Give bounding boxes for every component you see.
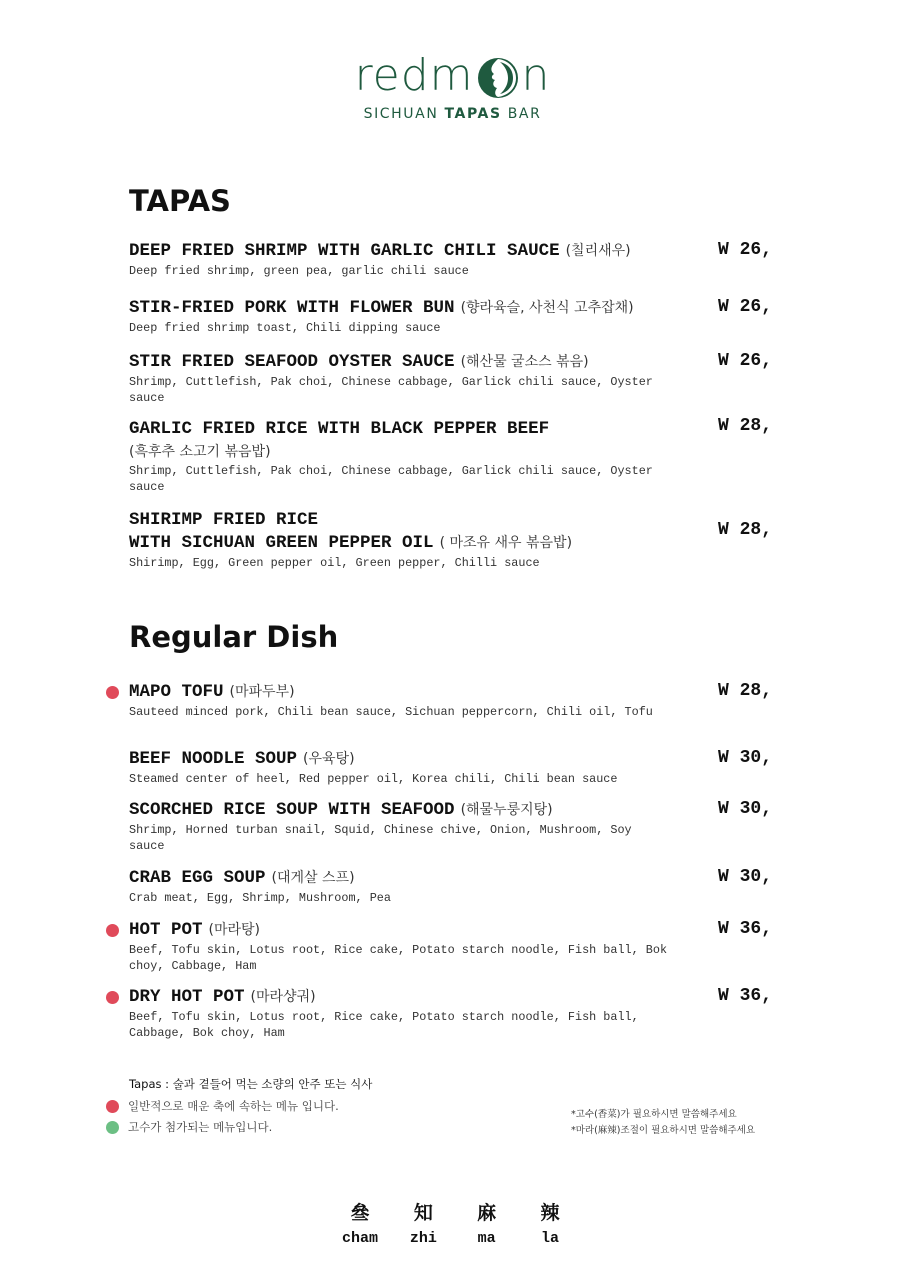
logo-sub-pre: SICHUAN [363,106,445,122]
logo-sub-post: BAR [501,106,542,122]
menu-item [129,681,779,720]
logo-word-left: redm [354,50,474,101]
item-name [129,748,779,771]
item-name-text: HOT POT [129,920,203,940]
item-korean-name: (흑후추 소고기 볶음밥) [129,444,271,460]
footer-column [457,1200,517,1247]
item-price: W 28, [718,681,773,701]
item-korean-name: (해산물 굴소스 볶음) [460,354,589,370]
item-name-text: STIR-FRIED PORK WITH FLOWER BUN [129,298,455,318]
item-name-line-1: SHIRIMP FRIED RICE [129,510,319,530]
menu-item [129,919,779,974]
item-korean-name: (마파두부) [229,684,295,700]
item-description: Shirimp, Egg, Green pepper oil, Green pepper, Chilli sauce [129,556,540,570]
item-description: Deep fried shrimp, green pea, garlic chili sauce [129,264,469,278]
footer-hanzi: 麻 [477,1202,497,1224]
item-korean-name: (칠리새우) [565,243,631,259]
legend-coriander-text: 고수가 첨가되는 메뉴입니다. [128,1120,273,1134]
note-coriander: *고수(香菜)가 필요하시면 말씀해주세요 [571,1109,737,1120]
menu-item [129,351,779,406]
item-name-text: GARLIC FRIED RICE WITH BLACK PEPPER BEEF [129,419,550,439]
item-name-text: CRAB EGG SOUP [129,868,266,888]
tapas-section-title: TAPAS [129,184,231,218]
item-name [129,240,779,263]
brand-logo [0,52,905,122]
item-korean-name: (대게살 스프) [271,870,355,886]
item-korean-name: ( 마조유 새우 볶음밥) [439,535,573,551]
item-description: Shrimp, Horned turban snail, Squid, Chinese chive, Onion, Mushroom, Soy sauce [129,823,632,853]
item-price: W 28, [718,416,773,436]
item-price: W 30, [718,867,773,887]
footer-pinyin: la [540,1230,559,1247]
item-name-text: DRY HOT POT [129,987,245,1007]
item-price: W 26, [718,351,773,371]
footer-hanzi: 辣 [540,1202,560,1224]
item-name-text: MAPO TOFU [129,682,224,702]
item-korean-name: (향라육슬, 사천식 고추잡채) [460,300,634,316]
item-korean-name: (해물누룽지탕) [460,802,553,818]
item-price: W 28, [718,520,773,540]
moon-face-icon [476,56,520,100]
footer-column [520,1200,580,1247]
service-notes [571,1107,755,1139]
footer-pinyin: ma [477,1230,496,1247]
item-description: Shrimp, Cuttlefish, Pak choi, Chinese cabbage, Garlick chili sauce, Oyster sauce [129,375,653,405]
menu-item [129,867,779,906]
item-price: W 26, [718,240,773,260]
item-description: Sauteed minced pork, Chili bean sauce, Sichuan peppercorn, Chili oil, Tofu [129,705,653,719]
item-name [129,867,779,890]
footer-column [393,1200,453,1247]
coriander-dot-icon [106,1121,119,1134]
legend-spicy-text: 일반적으로 매운 축에 속하는 메뉴 입니다. [128,1099,339,1113]
menu-item [129,297,779,336]
item-description: Beef, Tofu skin, Lotus root, Rice cake, Potato starch noodle, Fish ball, Bok choy, Cabbage, Ham [129,943,668,973]
logo-sub-bold: TAPAS [444,106,502,122]
menu-item [129,240,779,279]
footer-pinyin: zhi [409,1230,437,1247]
menu-item [129,986,779,1041]
footer-hanzi: 知 [413,1202,433,1224]
tapas-definition: Tapas : 술과 곁들어 먹는 소량의 안주 또는 식사 [129,1077,373,1091]
item-korean-name: (우육탕) [303,751,355,767]
legend-spicy [106,1098,339,1114]
item-name-text: WITH SICHUAN GREEN PEPPER OIL [129,533,434,553]
item-description: Deep fried shrimp toast, Chili dipping sauce [129,321,441,335]
item-korean-name: (마라샹궈) [250,989,316,1005]
item-name [129,919,779,942]
item-name-text: BEEF NOODLE SOUP [129,749,298,769]
menu-item [129,509,779,571]
item-price: W 30, [718,748,773,768]
item-description: Shrimp, Cuttlefish, Pak choi, Chinese cabbage, Garlick chili sauce, Oyster sauce [129,464,653,494]
item-price: W 30, [718,799,773,819]
footer-pinyin: cham [341,1230,378,1247]
item-name-text: DEEP FRIED SHRIMP WITH GARLIC CHILI SAUCE [129,241,560,261]
item-description: Steamed center of heel, Red pepper oil, Korea chili, Chili bean sauce [129,772,618,786]
regular-section-title: Regular Dish [129,620,339,654]
menu-item [129,799,779,854]
legend-coriander [106,1119,272,1135]
footer-tagline [330,1200,580,1247]
footer-column [330,1200,390,1247]
item-name [129,351,779,374]
item-price: W 26, [718,297,773,317]
item-name [129,532,779,555]
item-name [129,681,779,704]
item-name [129,418,779,463]
menu-item [129,748,779,787]
spicy-dot-icon [106,924,119,937]
item-korean-name: (마라탕) [208,922,261,938]
menu-item [129,418,779,495]
footer-hanzi: 叄 [350,1202,370,1224]
item-name-text: SCORCHED RICE SOUP WITH SEAFOOD [129,800,455,820]
item-price: W 36, [718,986,773,1006]
item-name [129,799,779,822]
logo-wordmark [355,52,551,100]
logo-word-right: n [521,50,551,101]
spicy-dot-icon [106,1100,119,1113]
spicy-dot-icon [106,991,119,1004]
item-name-text: STIR FRIED SEAFOOD OYSTER SAUCE [129,352,455,372]
item-description: Beef, Tofu skin, Lotus root, Rice cake, Potato starch noodle, Fish ball, Cabbage, Bok choy, Ham [129,1010,639,1040]
item-name [129,986,779,1009]
item-description: Crab meat, Egg, Shrimp, Mushroom, Pea [129,891,391,905]
item-name [129,297,779,320]
item-price: W 36, [718,919,773,939]
note-mala: *마라(麻辣)조절이 필요하시면 말씀해주세요 [571,1125,756,1136]
spicy-dot-icon [106,686,119,699]
logo-subtitle [0,106,905,122]
